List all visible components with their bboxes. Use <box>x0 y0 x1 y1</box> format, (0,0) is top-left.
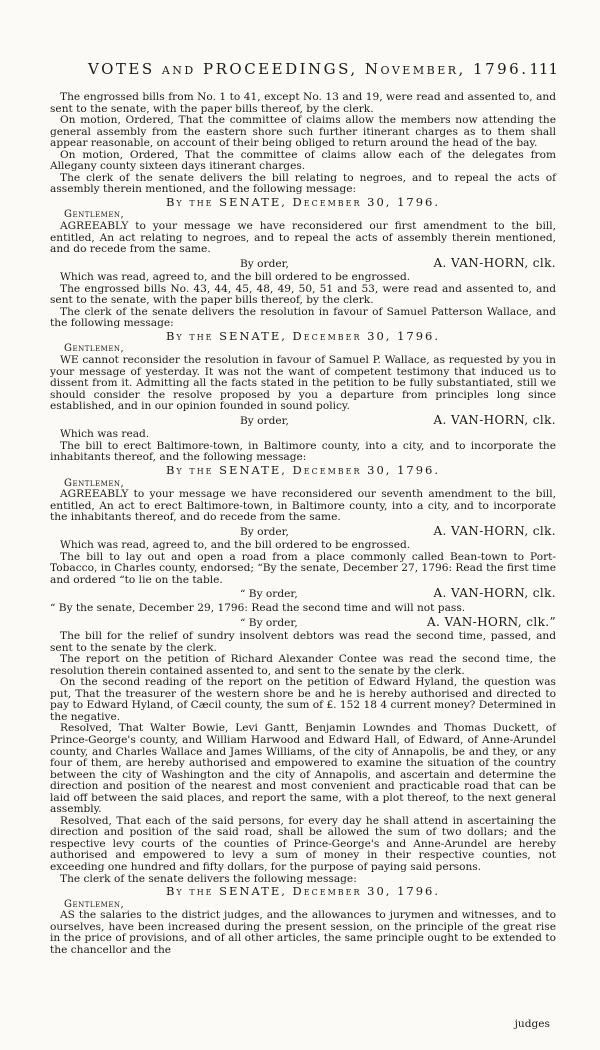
running-header <box>88 60 558 84</box>
clerk-signature: A. VAN-HORN, clk. <box>433 255 556 270</box>
signature-line <box>50 588 556 601</box>
document-body <box>50 92 556 956</box>
paragraph: The engrossed bills from No. 1 to 41, except No. 13 and 19, were read and assented to, and sent to the senate, with the paper bills thereof, by the clerk. <box>50 91 556 115</box>
senate-heading: By the SENATE, December 30, 1796. <box>165 328 441 343</box>
paragraph: Which was read. <box>60 428 150 441</box>
signature-line <box>50 614 556 630</box>
page-number: 111 <box>529 60 558 78</box>
paragraph: On motion, Ordered, That the committee of claims allow each of the delegates from Allegany county sixteen days itinerant charges. <box>50 148 556 173</box>
paragraph: On motion, Ordered, That the committee of claims allow the members now attending the general assembly from the eastern shore such further itinerant charges as to them shall appear reasonable, on account of their being obliged to return around the head of the bay. <box>50 114 556 150</box>
paragraph: The engrossed bills No. 43, 44, 45, 48, 49, 50, 51 and 53, were read and assented to, and sent to the senate, with the paper bills thereof, by the clerk. <box>50 282 556 307</box>
salutation: Gentlemen, <box>64 477 125 489</box>
by-order: By order, <box>240 257 289 270</box>
paragraph: The report on the petition of Richard Alexander Contee was read the second time, the resolution therein contained assented to, and sent to the senate by the clerk. <box>50 653 556 677</box>
clerk-signature: A. VAN-HORN, clk. <box>433 586 556 601</box>
clerk-signature: A. VAN-HORN, clk. <box>433 412 556 427</box>
paragraph: The clerk of the senate delivers the bill relating to negroes, and to repeal the acts of assembly therein mentioned, and the following message: <box>50 171 556 196</box>
by-order: “ By order, <box>240 616 298 629</box>
resolution: Resolved, That each of the said persons, for every day he shall attend in ascertaining the direction and position of the said road, shall be allowed the sum of two dollars; and the respective levy courts of the counties of Prince-George's and Anne-Arundel are hereby authorised and empowered to levy a sum of money in their respective counties, not exceeding one hundred and fifty dollars, for the purpose of paying said persons. <box>50 814 556 873</box>
senate-message: AS the salaries to the district judges, and the allowances to jurymen and witnesses, and to ourselves, have been increased during the present session, on the principle of the great rise in the price of provisions, and of all other articles, the same principle ought to be extended to the chancellor and the <box>50 909 556 956</box>
by-order: By order, <box>240 414 289 427</box>
paragraph: The bill to erect Baltimore-town, in Baltimore county, into a city, and to incorporate the inhabitants thereof, and the following message: <box>50 439 556 464</box>
paragraph: On the second reading of the report on the petition of Edward Hyland, the question was put, That the treasurer of the western shore be and he is hereby authorised and directed to pay to Edward Hyland, of Cæcil county, the sum of £. 152 18 4 current money? Determined in the negative. <box>50 676 556 723</box>
senate-message: AGREEABLY to your message we have reconsidered our seventh amendment to the bill, entitled, An act to erect Baltimore-town, in Baltimore county, into a city, and to incorporate the inhabitants thereof, and do recede from the same. <box>50 488 556 524</box>
paragraph: Which was read, agreed to, and the bill ordered to be engrossed. <box>60 539 411 552</box>
senate-heading: By the SENATE, December 30, 1796. <box>165 462 441 477</box>
paragraph: “ By the senate, December 29, 1796: Read the second time and will not pass. <box>50 601 466 614</box>
signature-line <box>50 412 556 428</box>
paragraph: The bill to lay out and open a road from a place commonly called Bean-town to Port-Tobacco, in Charles county, endorsed; “By the senate, December 27, 1796: Read the first time and ordered “to lie on the table. <box>50 550 556 586</box>
paragraph: The clerk of the senate delivers the resolution in favour of Samuel Patterson Wallace, and the following message: <box>50 305 556 330</box>
senate-message: AGREEABLY to your message we have reconsidered our first amendment to the bill, entitled, An act relating to negroes, and to repeal the acts of assembly therein mentioned, and do recede from the same. <box>50 220 556 256</box>
resolution: Resolved, That Walter Bowie, Levi Gantt, Benjamin Lowndes and Thomas Duckett, of Prince-George's county, and William Harwood and Edward Hall, of Edward, of Anne-Arundel county, and Charles Wallace and James Williams, of the city of Annapolis, be and they, or any four of them, are hereby authorised and empowered to examine the situation of the country between the city of Washington and the city of Annapolis, and ascertain and determine the direction and position of the nearest and most convenient and practicable road that can be laid off between the said places, and report the same, with a plot thereof, to the next general assembly. <box>50 722 556 816</box>
salutation: Gentlemen, <box>64 898 125 910</box>
paragraph: Which was read, agreed to, and the bill ordered to be engrossed. <box>60 271 411 284</box>
clerk-signature: A. VAN-HORN, clk. <box>433 523 556 538</box>
senate-heading: By the SENATE, December 30, 1796. <box>165 194 441 209</box>
senate-message: WE cannot reconsider the resolution in favour of Samuel P. Wallace, as requested by you in your message of yesterday. It was not the want of competent testimony that induced us to dissent from it. Admitting all the facts stated in the petition to be fully substantiated, still we should consider the resolve proposed by you a departure from principles long since established, and in our opinion founded in sound policy. <box>50 354 556 413</box>
clerk-signature: A. VAN-HORN, clk.” <box>426 614 556 629</box>
header-title: VOTES and PROCEEDINGS, November, 1796. <box>88 60 529 78</box>
catchword: judges <box>514 1018 550 1030</box>
paragraph: The bill for the relief of sundry insolvent debtors was read the second time, passed, and sent to the senate by the clerk. <box>50 630 556 654</box>
salutation: Gentlemen, <box>64 343 125 355</box>
signature-line <box>50 255 556 271</box>
by-order: By order, <box>240 525 289 538</box>
senate-heading: By the SENATE, December 30, 1796. <box>165 884 441 899</box>
by-order: “ By order, <box>240 588 298 601</box>
signature-line <box>50 523 556 539</box>
salutation: Gentlemen, <box>64 209 125 221</box>
paragraph: The clerk of the senate delivers the following message: <box>60 872 357 885</box>
